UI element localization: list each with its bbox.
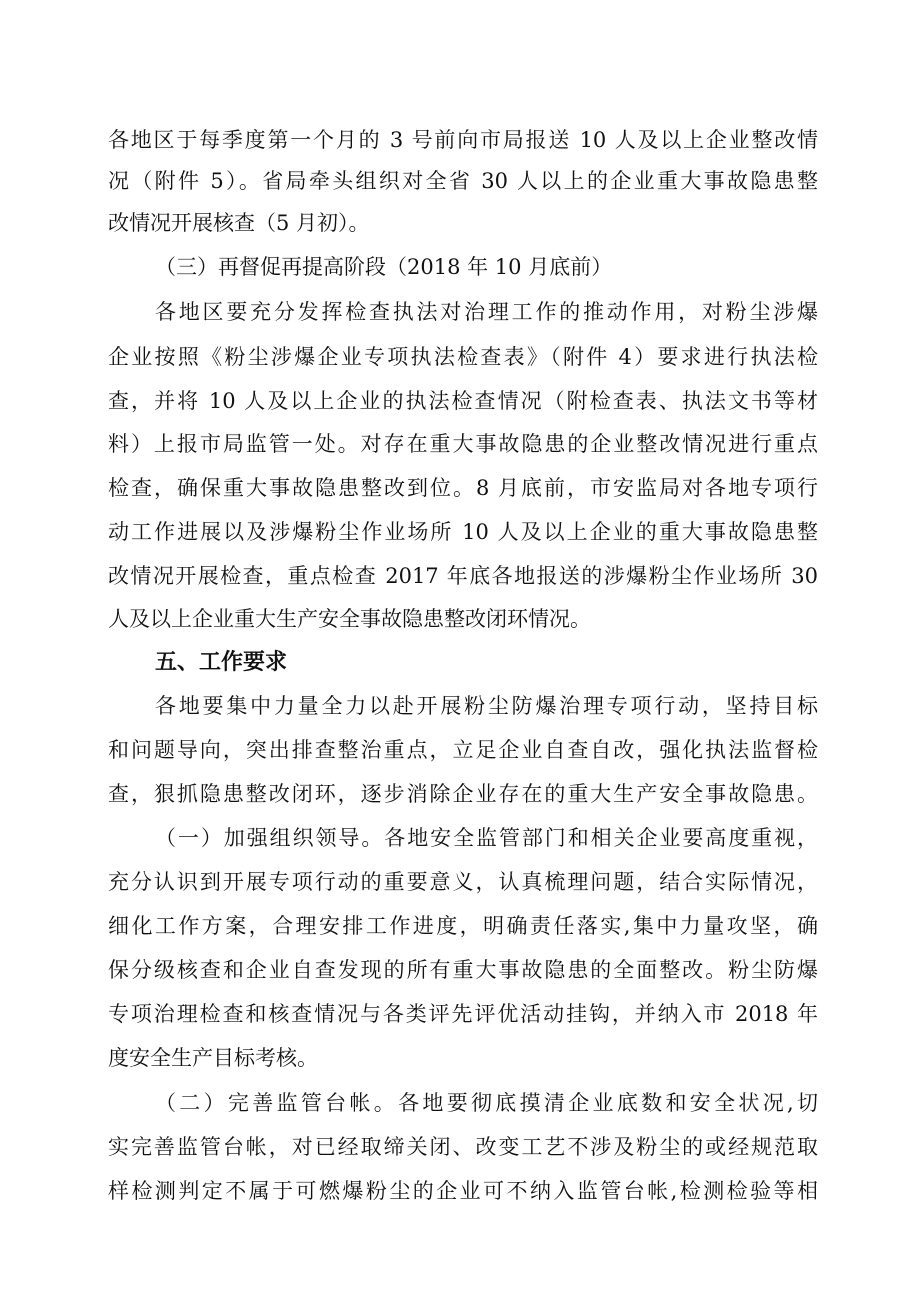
section-heading: 五、工作要求	[155, 650, 288, 675]
paragraph-line: 各地区要充分发挥检查执法对治理工作的推动作用，对粉尘涉爆	[155, 300, 818, 324]
paragraph-line: 人及以上企业重大生产安全事故隐患整改闭环情况。	[108, 607, 591, 631]
paragraph-line: 况（附件 5）。省局牵头组织对全省 30 人以上的企业重大事故隐患整	[108, 169, 818, 193]
paragraph-line: 保分级核查和企业自查发现的所有重大事故隐患的全面整改。粉尘防爆	[108, 958, 818, 982]
paragraph-line: 专项治理检查和核查情况与各类评先评优活动挂钩，并纳入市 2018 年	[108, 1002, 818, 1026]
paragraph-line: 各地要集中力量全力以赴开展粉尘防爆治理专项行动，坚持目标	[155, 694, 818, 718]
paragraph-line: （二）完善监管台帐。各地要彻底摸清企业底数和安全状况,切	[155, 1091, 818, 1115]
paragraph-line: 查，狠抓隐患整改闭环，逐步消除企业存在的重大生产安全事故隐患。	[108, 782, 818, 806]
paragraph-line: 样检测判定不属于可燃爆粉尘的企业可不纳入监管台帐,检测检验等相	[108, 1179, 818, 1203]
paragraph-line: 细化工作方案，合理安排工作进度，明确责任落实,集中力量攻坚，确	[108, 914, 818, 938]
paragraph-line: （一）加强组织领导。各地安全监管部门和相关企业要高度重视，	[155, 826, 818, 850]
paragraph-line: 各地区于每季度第一个月的 3 号前向市局报送 10 人及以上企业整改情	[108, 128, 818, 152]
paragraph-line: 企业按照《粉尘涉爆企业专项执法检查表》（附件 4）要求进行执法检	[108, 345, 818, 369]
section-subheading: （三）再督促再提高阶段（2018 年 10 月底前）	[155, 255, 613, 279]
paragraph-line: 实完善监管台帐，对已经取缔关闭、改变工艺不涉及粉尘的或经规范取	[108, 1135, 818, 1159]
paragraph-line: 检查，确保重大事故隐患整改到位。8 月底前，市安监局对各地专项行	[108, 476, 818, 500]
paragraph-line: 查，并将 10 人及以上企业的执法检查情况（附检查表、执法文书等材	[108, 389, 818, 413]
paragraph-line: 动工作进展以及涉爆粉尘作业场所 10 人及以上企业的重大事故隐患整	[108, 520, 818, 544]
paragraph-line: 改情况开展核查（5 月初）。	[108, 211, 370, 235]
paragraph-line: 料）上报市局监管一处。对存在重大事故隐患的企业整改情况进行重点	[108, 432, 818, 456]
paragraph-line: 度安全生产目标考核。	[108, 1046, 318, 1070]
paragraph-line: 充分认识到开展专项行动的重要意义，认真梳理问题，结合实际情况，	[108, 870, 818, 894]
paragraph-line: 改情况开展检查，重点检查 2017 年底各地报送的涉爆粉尘作业场所 30	[108, 564, 818, 588]
paragraph-line: 和问题导向，突出排查整治重点，立足企业自查自改，强化执法监督检	[108, 738, 818, 762]
